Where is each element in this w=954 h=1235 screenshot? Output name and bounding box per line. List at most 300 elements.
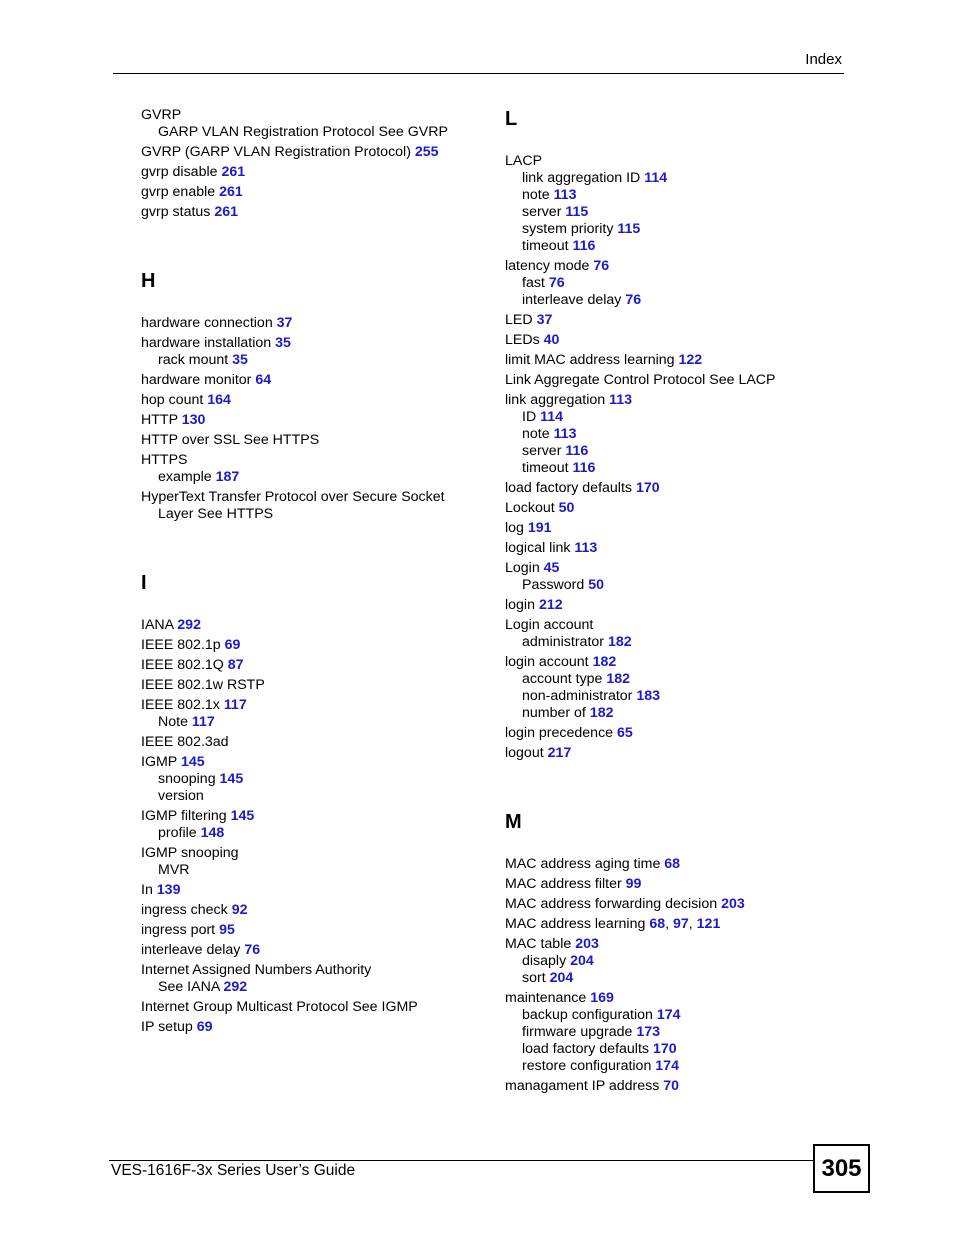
index-entry-line: [141, 144, 481, 161]
index-term: MAC address aging time: [505, 856, 661, 872]
index-term: note: [522, 187, 550, 203]
index-entry-line: [141, 942, 481, 959]
page-reference-link[interactable]: 64: [255, 372, 272, 388]
page-reference-link[interactable]: 169: [590, 990, 614, 1006]
index-subentry: [505, 292, 845, 309]
index-entry: [141, 107, 481, 141]
index-term: IGMP: [141, 754, 178, 770]
page-reference-link[interactable]: 261: [214, 204, 239, 220]
page-number: 305: [813, 1144, 870, 1193]
index-entry: [141, 902, 481, 919]
index-term: system priority: [522, 221, 614, 237]
index-entry-line: [505, 352, 845, 369]
page-reference-link[interactable]: 76: [625, 292, 642, 308]
index-subentry: [505, 1024, 845, 1041]
index-entry-line: [141, 204, 481, 221]
index-term: MAC address forwarding decision: [505, 896, 718, 912]
index-subentry: [505, 688, 845, 705]
index-entry: [141, 962, 481, 996]
page-reference-link[interactable]: 204: [549, 970, 574, 986]
index-subentry: [505, 705, 845, 722]
index-subentry: [505, 460, 845, 477]
page-reference-link[interactable]: 174: [655, 1058, 679, 1074]
page-reference-link[interactable]: 95: [219, 922, 235, 938]
index-entry-line: [505, 258, 845, 275]
index-entry-line: [505, 654, 845, 671]
index-entry: [141, 734, 481, 751]
index-entry-line: [141, 697, 481, 714]
page-reference-link[interactable]: 69: [224, 637, 241, 653]
index-entry: [141, 845, 481, 879]
index-term: gvrp disable: [141, 164, 218, 180]
index-entry-line: [141, 372, 481, 389]
index-term: Login: [505, 560, 540, 576]
page-reference-link[interactable]: 68: [649, 916, 666, 932]
index-entry-line: [505, 392, 845, 409]
page-reference-link[interactable]: 183: [636, 688, 661, 704]
index-entry: [141, 617, 481, 634]
page-reference-link[interactable]: 113: [553, 187, 577, 203]
page-reference-link[interactable]: 145: [230, 808, 255, 824]
index-subentry: [141, 469, 481, 486]
index-entry-line: [141, 637, 481, 654]
index-term: profile: [158, 825, 197, 841]
index-term: limit MAC address learning: [505, 352, 675, 368]
index-subentry: [505, 1007, 845, 1024]
index-subentry: [505, 275, 845, 292]
page-reference-link[interactable]: 114: [644, 170, 668, 186]
page-reference-link[interactable]: 116: [565, 443, 589, 459]
index-subentry: [141, 771, 481, 788]
index-term: rack mount: [158, 352, 229, 368]
index-term: IEEE 802.1x: [141, 697, 220, 713]
page-reference-link[interactable]: 97: [673, 916, 689, 932]
index-entry-line: [141, 657, 481, 674]
guide-title: VES-1616F-3x Series User’s Guide: [111, 1162, 356, 1179]
index-term: IEEE 802.1p: [141, 637, 221, 653]
index-subentry: [505, 1058, 845, 1075]
index-term: administrator: [522, 634, 605, 650]
page-reference-link[interactable]: 130: [181, 412, 206, 428]
index-entry: [505, 332, 845, 349]
index-entry-line: [505, 597, 845, 614]
index-entry-line: [141, 452, 481, 469]
index-entry: [141, 657, 481, 674]
index-entry-line: [141, 808, 481, 825]
index-entry: [505, 352, 845, 369]
index-term: GVRP (GARP VLAN Registration Protocol): [141, 144, 411, 160]
index-term: Internet Assigned Numbers Authority: [141, 962, 372, 978]
index-term: HTTPS: [141, 452, 188, 468]
index-subentry: [141, 825, 481, 842]
index-entry: [505, 617, 845, 651]
index-entry-line: [141, 677, 481, 694]
index-entry: [505, 745, 845, 762]
index-term: disaply: [522, 953, 567, 969]
index-term: link aggregation: [505, 392, 606, 408]
index-entry: [505, 560, 845, 594]
index-term: link aggregation ID: [522, 170, 641, 186]
index-entry-line: [141, 315, 481, 332]
index-term: restore configuration: [522, 1058, 652, 1074]
index-column-right: [505, 107, 845, 1098]
index-entry-line: [505, 332, 845, 349]
index-term: MAC table: [505, 936, 572, 952]
index-term: IANA: [141, 617, 174, 633]
page-reference-link[interactable]: 70: [663, 1078, 680, 1094]
page-reference-link[interactable]: 40: [543, 332, 560, 348]
index-entry-line: [141, 184, 481, 201]
page-reference-link[interactable]: 115: [617, 221, 641, 237]
index-subentry: [505, 443, 845, 460]
index-entry-line: [141, 999, 481, 1016]
index-subentry: [505, 409, 845, 426]
index-entry-line: [141, 1019, 481, 1036]
index-term: HTTP over SSL See HTTPS: [141, 432, 320, 448]
index-term: HyperText Transfer Protocol over Secure Socket: [141, 489, 445, 505]
page-reference-link[interactable]: 212: [538, 597, 563, 613]
page-reference-link[interactable]: 35: [232, 352, 248, 368]
index-entry: [505, 258, 845, 309]
header-divider: [113, 73, 844, 74]
index-entry: [505, 856, 845, 873]
index-entry-line: [141, 902, 481, 919]
page-reference-link[interactable]: 182: [607, 634, 632, 650]
page-reference-link[interactable]: 76: [593, 258, 610, 274]
index-term: interleave delay: [141, 942, 241, 958]
page-reference-link[interactable]: 122: [678, 352, 703, 368]
index-term: LACP: [505, 153, 543, 169]
index-entry: [141, 754, 481, 805]
index-term: IGMP snooping: [141, 845, 239, 861]
index-term: load factory defaults: [522, 1041, 649, 1057]
index-entry-line: [141, 962, 481, 979]
index-term: IEEE 802.3ad: [141, 734, 229, 750]
page-reference-link[interactable]: 76: [548, 275, 565, 291]
index-entry-line: [141, 882, 481, 899]
index-letter-heading: M: [505, 811, 522, 833]
page-reference-link[interactable]: 187: [215, 469, 240, 485]
page-reference-link[interactable]: 87: [227, 657, 244, 673]
index-letter-heading: I: [141, 572, 147, 594]
index-term: IEEE 802.1w RSTP: [141, 677, 265, 693]
page-reference-link[interactable]: 116: [572, 460, 596, 476]
index-entry-line: [505, 540, 845, 557]
index-term: hardware connection: [141, 315, 273, 331]
page-reference-link[interactable]: 37: [536, 312, 553, 328]
index-entry: [141, 999, 481, 1016]
page-reference-link[interactable]: 68: [664, 856, 681, 872]
index-entry: [141, 1019, 481, 1036]
index-subentry: [141, 352, 481, 369]
page-reference-link[interactable]: 182: [592, 654, 617, 670]
page-reference-link[interactable]: 203: [575, 936, 599, 952]
index-term: snooping: [158, 771, 216, 787]
index-entry: [505, 540, 845, 557]
running-header: Index: [805, 51, 842, 68]
index-term: HTTP: [141, 412, 178, 428]
index-entry: [141, 432, 481, 449]
index-entry: [505, 312, 845, 329]
page-reference-link[interactable]: 170: [635, 480, 660, 496]
index-entry: [141, 637, 481, 654]
page-reference-link[interactable]: 35: [275, 335, 291, 351]
page-reference-link[interactable]: 191: [527, 520, 552, 536]
index-term: Internet Group Multicast Protocol See IGMP: [141, 999, 418, 1015]
index-entry-line: [505, 876, 845, 893]
page-reference-link[interactable]: 99: [625, 876, 642, 892]
index-subentry: [505, 671, 845, 688]
index-term: logout: [505, 745, 544, 761]
index-term: Lockout: [505, 500, 555, 516]
index-subentry: [141, 788, 481, 805]
index-term: firmware upgrade: [522, 1024, 633, 1040]
index-subentry: [505, 577, 845, 594]
page-reference-link[interactable]: 121: [696, 916, 721, 932]
page-reference-link[interactable]: 45: [543, 560, 560, 576]
index-term: In: [141, 882, 153, 898]
index-term: GARP VLAN Registration Protocol See GVRP: [158, 124, 448, 140]
index-entry-line: [505, 372, 845, 389]
index-entry: [141, 184, 481, 201]
index-entry: [505, 372, 845, 389]
index-entry: [141, 489, 481, 523]
page-reference-link[interactable]: 37: [276, 315, 293, 331]
index-subentry: [505, 426, 845, 443]
index-term: latency mode: [505, 258, 590, 274]
index-term: Note: [158, 714, 188, 730]
index-entry-line: [505, 153, 845, 170]
index-entry: [505, 936, 845, 987]
page-reference-link[interactable]: 217: [547, 745, 572, 761]
index-subentry: [141, 862, 481, 879]
index-entry-line: [141, 845, 481, 862]
page-reference-link[interactable]: 261: [221, 164, 246, 180]
index-entry: [505, 392, 845, 477]
page-reference-link[interactable]: 261: [219, 184, 243, 200]
index-entry: [505, 876, 845, 893]
index-subentry: [505, 1041, 845, 1058]
page-reference-link[interactable]: 148: [200, 825, 225, 841]
index-entry: [505, 1078, 845, 1095]
index-entry: [505, 654, 845, 722]
page-reference-link[interactable]: 113: [553, 426, 577, 442]
index-term: GVRP: [141, 107, 182, 123]
index-entry: [505, 597, 845, 614]
index-subentry: [505, 970, 845, 987]
index-entry: [141, 204, 481, 221]
page-reference-link[interactable]: 139: [156, 882, 181, 898]
index-entry-line: [141, 335, 481, 352]
index-term: logical link: [505, 540, 571, 556]
index-subentry: [505, 634, 845, 651]
page-reference-link[interactable]: 76: [244, 942, 261, 958]
index-entry-line: [141, 164, 481, 181]
index-term: number of: [522, 705, 586, 721]
index-entry-line: [505, 856, 845, 873]
index-entry-continuation: Layer See HTTPS: [158, 506, 274, 522]
index-entry: [505, 916, 845, 933]
page-reference-link[interactable]: 174: [656, 1007, 681, 1023]
page-reference-link[interactable]: 164: [207, 392, 231, 408]
index-term: example: [158, 469, 212, 485]
index-entry: [141, 372, 481, 389]
index-term: managament IP address: [505, 1078, 660, 1094]
page-reference-link[interactable]: 292: [223, 979, 248, 995]
index-term: ingress check: [141, 902, 228, 918]
index-term: MVR: [158, 862, 190, 878]
index-entry: [141, 808, 481, 842]
index-entry-line: [141, 617, 481, 634]
index-term: hop count: [141, 392, 204, 408]
index-entry: [141, 412, 481, 429]
index-term: interleave delay: [522, 292, 622, 308]
index-entry: [141, 942, 481, 959]
index-entry: [141, 697, 481, 731]
index-entry-line: [505, 617, 845, 634]
index-entry: [505, 500, 845, 517]
index-column-left: [141, 107, 481, 1039]
page-reference-link[interactable]: 204: [570, 953, 594, 969]
index-entry-line: [141, 734, 481, 751]
index-subentry: [505, 187, 845, 204]
index-term: backup configuration: [522, 1007, 653, 1023]
index-entry: [505, 896, 845, 913]
index-term: non-administrator: [522, 688, 633, 704]
page-reference-link[interactable]: 203: [721, 896, 745, 912]
page-reference-link[interactable]: 170: [652, 1041, 677, 1057]
index-entry: [505, 520, 845, 537]
index-term: server: [522, 443, 562, 459]
index-entry-line: [505, 520, 845, 537]
page-reference-link[interactable]: 117: [223, 697, 247, 713]
page-reference-link[interactable]: 115: [565, 204, 589, 220]
index-subentry: [141, 979, 481, 996]
index-term: IP setup: [141, 1019, 193, 1035]
page-reference-link[interactable]: 114: [540, 409, 564, 425]
index-term: timeout: [522, 238, 569, 254]
index-term: gvrp enable: [141, 184, 216, 200]
index-entry-line: [141, 754, 481, 771]
index-term: log: [505, 520, 524, 536]
index-term: MAC address learning: [505, 916, 646, 932]
index-entry: [141, 882, 481, 899]
page-reference-link[interactable]: 65: [617, 725, 633, 741]
page-reference-link[interactable]: 292: [177, 617, 201, 633]
index-term: hardware installation: [141, 335, 272, 351]
index-entry-line: [141, 412, 481, 429]
index-entry: [141, 922, 481, 939]
index-entry-line: [505, 745, 845, 762]
index-entry-line: [505, 725, 845, 742]
index-term: See IANA: [158, 979, 220, 995]
index-term: account type: [522, 671, 603, 687]
index-entry-line: [141, 107, 481, 124]
index-entry-line: [505, 312, 845, 329]
index-entry-line: MAC address learning 68, 97, 121: [505, 916, 721, 932]
index-term: sort: [522, 970, 546, 986]
index-entry: [505, 990, 845, 1075]
page-reference-link[interactable]: 182: [589, 705, 614, 721]
index-term: Password: [522, 577, 585, 593]
index-entry: [505, 480, 845, 497]
index-subentry: [141, 714, 481, 731]
index-term: login: [505, 597, 535, 613]
index-term: hardware monitor: [141, 372, 252, 388]
index-entry-line: [505, 480, 845, 497]
index-term: IEEE 802.1Q: [141, 657, 224, 673]
index-term: login precedence: [505, 725, 614, 741]
index-term: ID: [522, 409, 537, 425]
index-term: fast: [522, 275, 545, 291]
index-entry-line: [505, 560, 845, 577]
page-reference-link[interactable]: 145: [219, 771, 244, 787]
page-reference-link[interactable]: 117: [191, 714, 215, 730]
index-term: version: [158, 788, 204, 804]
index-term: ingress port: [141, 922, 216, 938]
index-term: IGMP filtering: [141, 808, 227, 824]
page-reference-link[interactable]: 92: [231, 902, 248, 918]
page-reference-link[interactable]: 182: [606, 671, 631, 687]
index-subentry: [505, 221, 845, 238]
index-entry: [505, 725, 845, 742]
index-term: server: [522, 204, 562, 220]
index-entry: [505, 153, 845, 255]
index-term: LEDs: [505, 332, 540, 348]
index-entry: [141, 677, 481, 694]
index-term: LED: [505, 312, 533, 328]
page-reference-link[interactable]: 145: [180, 754, 205, 770]
index-subentry: [505, 170, 845, 187]
index-entry-line: [141, 489, 481, 506]
index-entry-line: [505, 500, 845, 517]
index-entry-line: [505, 1078, 845, 1095]
index-subentry: [141, 124, 481, 141]
index-letter-heading: L: [505, 108, 518, 130]
index-term: login account: [505, 654, 589, 670]
index-term: timeout: [522, 460, 569, 476]
page-reference-link[interactable]: 255: [414, 144, 439, 160]
index-term: gvrp status: [141, 204, 211, 220]
index-entry-line: [505, 896, 845, 913]
page-reference-link[interactable]: 50: [558, 500, 575, 516]
index-term: maintenance: [505, 990, 587, 1006]
index-entry: [141, 452, 481, 486]
page-reference-link[interactable]: 50: [588, 577, 605, 593]
page-reference-link[interactable]: 173: [636, 1024, 661, 1040]
index-subentry: [505, 953, 845, 970]
page-reference-link[interactable]: 113: [609, 392, 633, 408]
index-entry: [141, 315, 481, 332]
index-term: MAC address filter: [505, 876, 622, 892]
index-entry: [141, 144, 481, 161]
index-subentry: [505, 238, 845, 255]
index-entry: [141, 335, 481, 369]
index-entry-line: [141, 392, 481, 409]
page-reference-link[interactable]: 69: [196, 1019, 213, 1035]
index-entry: [141, 164, 481, 181]
index-entry-line: [141, 922, 481, 939]
page-reference-link[interactable]: 113: [574, 540, 598, 556]
page-reference-link[interactable]: 116: [572, 238, 596, 254]
index-letter-heading: H: [141, 270, 156, 292]
index-entry-line: [505, 990, 845, 1007]
index-entry-line: [141, 432, 481, 449]
index-term: load factory defaults: [505, 480, 632, 496]
index-entry-line: [505, 936, 845, 953]
index-term: Link Aggregate Control Protocol See LACP: [505, 372, 776, 388]
index-term: note: [522, 426, 550, 442]
